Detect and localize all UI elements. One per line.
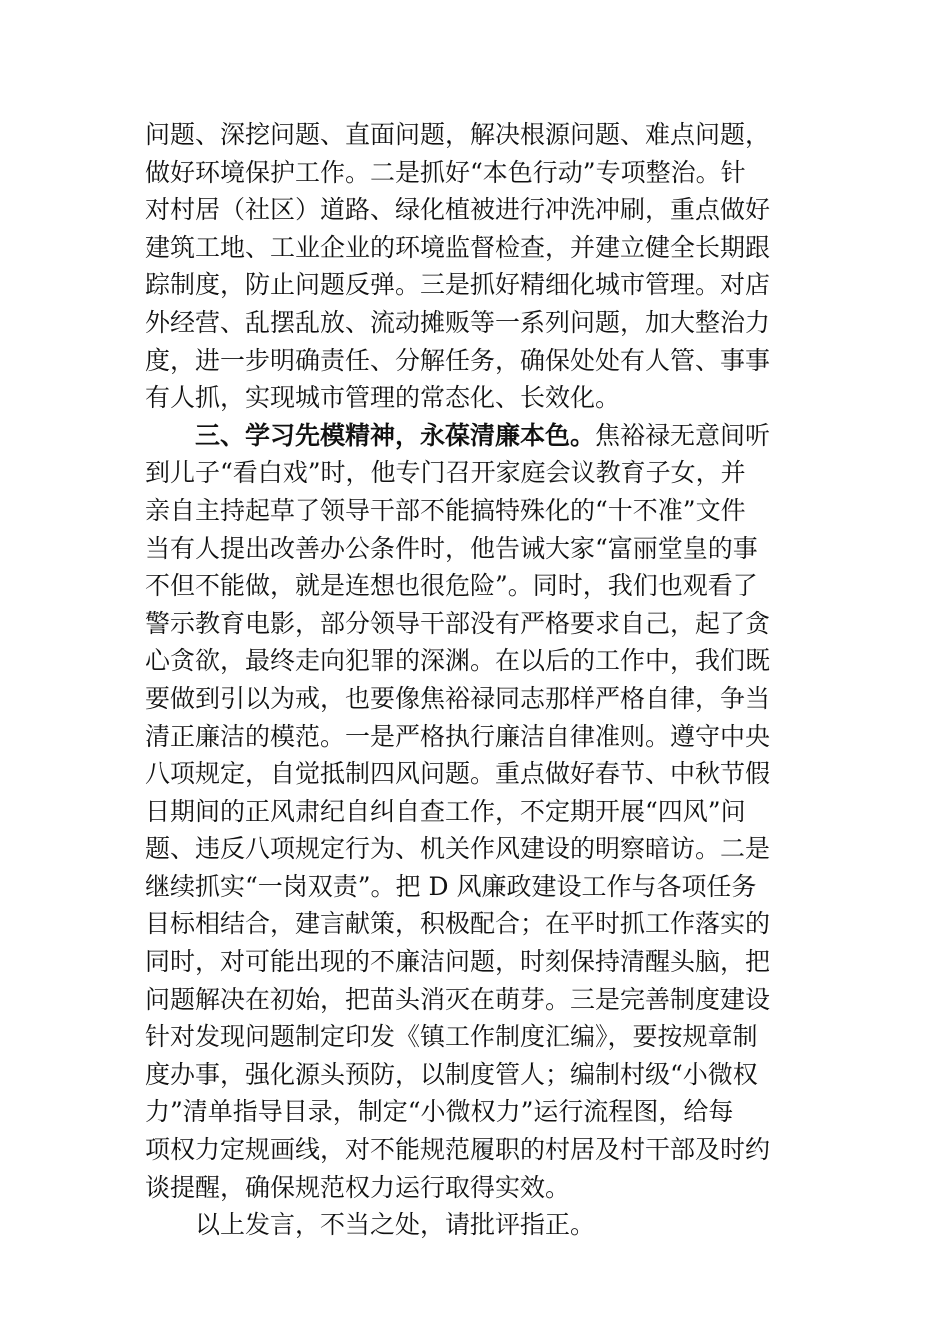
text-line: 问题解决在初始，把苗头消灭在萌芽。三是完善制度建设 bbox=[145, 984, 771, 1014]
text-line: 不但不能做，就是连想也很危险”。同时，我们也观看了 bbox=[145, 571, 758, 601]
text-line: 谈提醒，确保规范权力运行取得实效。 bbox=[145, 1172, 571, 1202]
text-line: 外经营、乱摆乱放、流动摊贩等一系列问题，加大整治力 bbox=[145, 307, 771, 337]
section-3-first-line-text: 焦裕禄无意间听 bbox=[595, 420, 771, 450]
text-line: 到儿子“看白戏”时，他专门召开家庭会议教育子女，并 bbox=[145, 458, 746, 488]
text-line: 继续抓实“一岗双责”。把 D 风廉政建设工作与各项任务 bbox=[145, 871, 757, 901]
text-line: 警示教育电影，部分领导干部没有严格要求自己，起了贪 bbox=[145, 608, 771, 638]
text-line: 问题、深挖问题、直面问题，解决根源问题、难点问题， bbox=[145, 120, 771, 149]
text-line: 度，进一步明确责任、分解任务，确保处处有人管、事事 bbox=[145, 345, 771, 375]
paragraph-closing bbox=[145, 1206, 807, 1244]
text-line: 当有人提出改善办公条件时，他告诫大家“富丽堂皇的事 bbox=[145, 533, 758, 563]
text-line: 题、违反八项规定行为、机关作风建设的明察暗访。二是 bbox=[145, 834, 771, 864]
text-line: 对村居（社区）道路、绿化植被进行冲洗冲刷，重点做好 bbox=[145, 195, 771, 225]
text-line: 日期间的正风肃纪自纠自查工作，不定期开展“四风”问 bbox=[145, 796, 746, 826]
text-line: 要做到引以为戒，也要像焦裕禄同志那样严格自律，争当 bbox=[145, 683, 771, 713]
section-3-heading: 三、学习先模精神，永葆清廉本色。 bbox=[195, 420, 596, 450]
closing-remark: 以上发言，不当之处，请批评指正。 bbox=[195, 1210, 596, 1240]
document-body bbox=[145, 116, 807, 1244]
text-line: 目标相结合，建言献策，积极配合；在平时抓工作落实的 bbox=[145, 909, 771, 939]
paragraph-environment bbox=[145, 116, 807, 417]
text-line: 项权力定规画线，对不能规范履职的村居及村干部及时约 bbox=[145, 1135, 771, 1165]
text-line: 度办事，强化源头预防，以制度管人；编制村级“小微权 bbox=[145, 1059, 758, 1089]
text-line: 亲自主持起草了领导干部不能搞特殊化的“十不准”文件 bbox=[145, 495, 746, 525]
text-line: 有人抓，实现城市管理的常态化、长效化。 bbox=[145, 383, 621, 413]
text-line: 踪制度，防止问题反弹。三是抓好精细化城市管理。对店 bbox=[145, 270, 771, 300]
text-line: 八项规定，自觉抵制四风问题。重点做好春节、中秋节假 bbox=[145, 759, 771, 789]
text-line: 同时，对可能出现的不廉洁问题，时刻保持清醒头脑，把 bbox=[145, 947, 771, 977]
paragraph-section-3 bbox=[145, 417, 807, 1206]
text-line: 心贪欲，最终走向犯罪的深渊。在以后的工作中，我们既 bbox=[145, 646, 771, 676]
text-line: 建筑工地、工业企业的环境监督检查，并建立健全长期跟 bbox=[145, 232, 771, 262]
text-line: 力”清单指导目录，制定“小微权力”运行流程图，给每 bbox=[145, 1097, 734, 1127]
text-line: 清正廉洁的模范。一是严格执行廉洁自律准则。遵守中央 bbox=[145, 721, 771, 751]
section-3-first-line bbox=[145, 417, 807, 455]
text-line: 针对发现问题制定印发《镇工作制度汇编》，要按规章制 bbox=[145, 1022, 758, 1052]
text-line: 做好环境保护工作。二是抓好“本色行动”专项整治。针 bbox=[145, 157, 746, 187]
